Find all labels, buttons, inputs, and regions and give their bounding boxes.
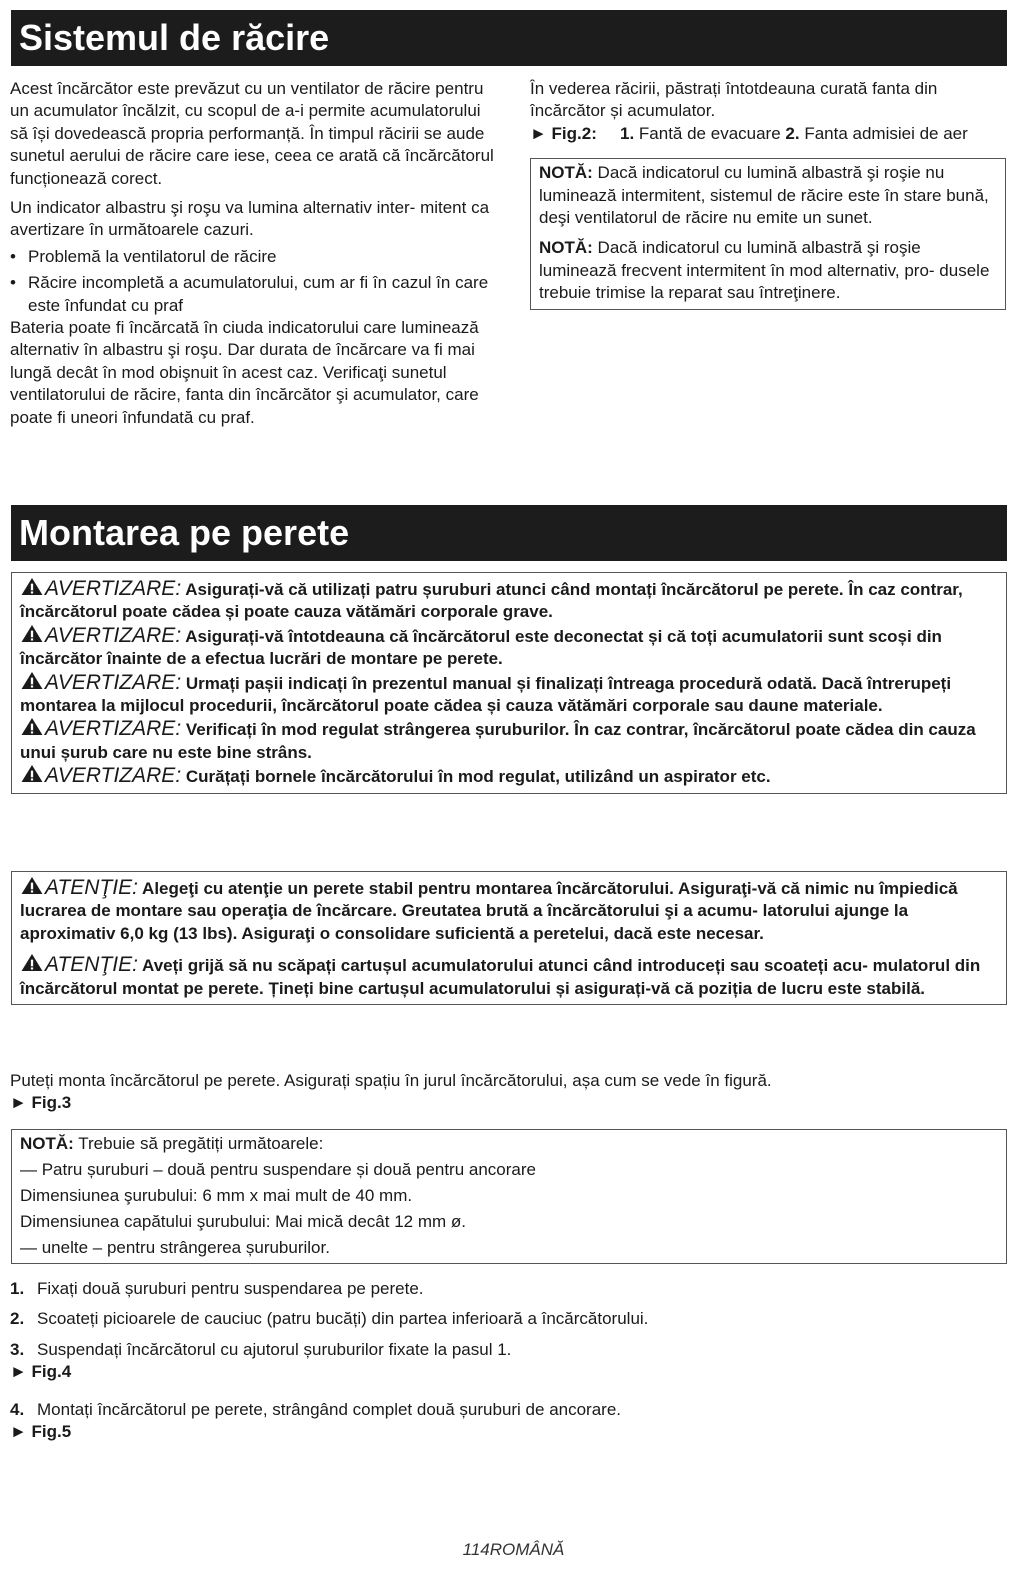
footer-language: ROMÂNĂ xyxy=(489,1540,565,1559)
cooling-right-paragraph: În vederea răcirii, păstrați întotdeauna curată fanta din încărcător și acumulator. xyxy=(530,79,938,121)
note-line: Dimensiunea capătului şurubului: Mai mică decât 12 mm ø. xyxy=(20,1212,466,1231)
caution-item xyxy=(20,953,998,1000)
step-item xyxy=(10,1399,1010,1421)
caution-item xyxy=(20,876,998,945)
caution-label: ATENŢIE: xyxy=(45,953,138,977)
figure-3-reference: ► Fig.3 xyxy=(10,1093,72,1113)
warning-triangle-icon xyxy=(20,624,44,643)
figure-4-reference: ► Fig.4 xyxy=(10,1362,72,1382)
wall-mount-intro xyxy=(10,1070,1010,1115)
bullet-item xyxy=(10,246,500,268)
caution-label: ATENŢIE: xyxy=(45,876,138,899)
cooling-paragraph-2: Un indicator albastru şi roşu va lumina alternativ inter- mitent ca avertizare în următoarele cazuri. xyxy=(10,198,490,240)
note-label: NOTĂ: xyxy=(539,238,593,258)
step-number: 3. xyxy=(10,1339,25,1359)
note-text: Trebuie să pregătiți următoarele: xyxy=(73,1134,324,1153)
caution-text: Alegeţi cu atenţie un perete stabil pentru montarea încărcătorului. Asiguraţi-vă că nimic nu împiedică lucrarea de montare sau operaţia de încărcare. Greutatea brută a încărcătorului şi a acumu- latorului ajunge la aproximativ 6,0 kg (13 lbs). Asiguraţi o consolidare suficientă a peretelui, dacă este necesar. xyxy=(20,879,958,943)
warning-item xyxy=(20,624,998,671)
warning-triangle-icon xyxy=(20,876,44,895)
cooling-note-box xyxy=(530,158,1006,309)
note-label: NOTĂ: xyxy=(539,163,593,183)
caption-number: 1. xyxy=(620,123,635,143)
warning-item xyxy=(20,717,998,764)
figure-2-reference xyxy=(530,123,1006,145)
warning-text: Asigurați-vă că utilizați patru șuruburi atunci când montați încărcătorul pe perete. În caz contrar, încărcătorul poate cădea și poate cauza vătămări corporale grave. xyxy=(20,580,963,622)
page-number: 114 xyxy=(462,1540,490,1559)
section-title-text: Montarea pe perete xyxy=(19,512,350,553)
note-item xyxy=(539,162,997,229)
note-line: — unelte – pentru strângerea șuruburilor. xyxy=(20,1238,330,1257)
cautions-box xyxy=(11,871,1007,1005)
note-line: Dimensiunea şurubului: 6 mm x mai mult de 40 mm. xyxy=(20,1186,413,1205)
warnings-box xyxy=(11,572,1007,794)
caution-text: Aveți grijă să nu scăpați cartușul acumulatorului atunci când introduceți sau scoateți acu- mulatorul din încărcătorul montat pe perete. Țineți bine cartușul acumulatorului și asigurați-vă că poziția de lucru este stabilă. xyxy=(20,956,981,998)
note-item xyxy=(539,237,997,304)
steps-list xyxy=(10,1278,1010,1443)
cooling-paragraph-3: Bateria poate fi încărcată în ciuda indicatorului care luminează alternativ în albastru şi roşu. Dar durata de încărcare va fi mai lungă decât în mod obişnuit în acest caz. Verificaţi sunetul ventilatorului de răcire, fanta din încărcător şi acumulator, care poate fi uneori înfundată cu praf. xyxy=(10,318,479,427)
caption-text: Fanta admisiei de aer xyxy=(799,123,968,143)
step-text: Fixați două șuruburi pentru suspendarea pe perete. xyxy=(37,1279,424,1298)
section-title-cooling xyxy=(11,10,1007,66)
bullet-dot: • xyxy=(10,273,16,293)
warning-triangle-icon xyxy=(20,577,44,596)
caption-number: 2. xyxy=(785,123,800,143)
warning-label: AVERTIZARE: xyxy=(45,717,182,741)
warning-label: AVERTIZARE: xyxy=(45,764,182,788)
cooling-paragraph-1: Acest încărcător este prevăzut cu un ventilator de răcire pentru un acumulator încălzit, cu scopul de a-i permite acumulatorului să își dovedească propria performanță. În timpul răcirii se aude sunetul aerului de răcire care iese, ceea ce arată că încărcătorul funcționează corect. xyxy=(10,79,494,188)
step-text: Montați încărcătorul pe perete, strângând complet două șuruburi de ancorare. xyxy=(37,1399,622,1419)
warning-text: Urmați pașii indicați în prezentul manual și finalizați întreaga procedură odată. Dacă întrerupeți montarea la mijlocul procedurii, încărcătorul poate cădea și cauza vătămări corporale sau daune materiale. xyxy=(20,673,952,716)
bullet-text: Problemă la ventilatorul de răcire xyxy=(28,246,277,266)
bullet-text: Răcire incompletă a acumulatorului, cum ar fi în cazul în care este înfundat cu praf xyxy=(28,273,489,315)
warning-triangle-icon xyxy=(20,717,44,736)
warning-text: Curățați bornele încărcătorului în mod regulat, utilizând un aspirator etc. xyxy=(181,767,771,787)
intro-text: Puteți monta încărcătorul pe perete. Asigurați spațiu în jurul încărcătorului, așa cum se vede în figură. xyxy=(10,1071,772,1090)
step-item xyxy=(10,1308,1010,1330)
warning-item xyxy=(20,577,998,624)
step-text: Suspendați încărcătorul cu ajutorul șuruburilor fixate la pasul 1. xyxy=(37,1339,512,1359)
bullet-dot: • xyxy=(10,246,16,266)
warning-label: AVERTIZARE: xyxy=(45,577,182,600)
step-item xyxy=(10,1339,1010,1361)
step-number: 1. xyxy=(10,1279,25,1298)
caption-text: Fantă de evacuare xyxy=(634,123,786,143)
step-number: 2. xyxy=(10,1309,25,1329)
note-line: — Patru șuruburi – două pentru suspendare și două pentru ancorare xyxy=(20,1160,536,1179)
cooling-left-column xyxy=(10,78,500,429)
warning-label: AVERTIZARE: xyxy=(45,623,182,647)
cooling-right-column xyxy=(530,78,1006,310)
preparation-note-box xyxy=(11,1129,1007,1264)
bullet-item xyxy=(10,272,500,317)
note-heading xyxy=(20,1131,998,1157)
warning-triangle-icon xyxy=(20,671,44,690)
step-text: Scoateți picioarele de cauciuc (patru bucăți) din partea inferioară a încărcătorului. xyxy=(37,1309,649,1329)
note-text: Dacă indicatorul cu lumină albastră şi roşie luminează frecvent intermitent în mod alternativ, pro- dusele trebuie trimise la reparat sau întreţinere. xyxy=(539,238,990,303)
step-number: 4. xyxy=(10,1399,25,1419)
figure-2-caption xyxy=(620,123,1006,145)
section-title-text: Sistemul de răcire xyxy=(19,17,330,58)
warning-item xyxy=(20,671,998,718)
warning-text: Asigurați-vă întotdeauna că încărcătorul este deconectat și că toți acumulatorii sunt scoși din încărcător înainte de a efectua lucrări de montare pe perete. xyxy=(20,626,942,669)
figure-2-label: ► Fig.2: xyxy=(530,123,597,143)
page-footer xyxy=(0,1540,1027,1560)
note-label: NOTĂ: xyxy=(20,1134,74,1153)
section-title-wall-mount xyxy=(11,505,1007,561)
warning-text: Verificați în mod regulat strângerea șuruburilor. În caz contrar, încărcătorul poate cădea din cauza unui șurub care nu este bine strâns. xyxy=(20,720,976,762)
warning-item xyxy=(20,764,998,788)
figure-5-reference: ► Fig.5 xyxy=(10,1422,72,1442)
warning-triangle-icon xyxy=(20,764,44,783)
step-item xyxy=(10,1278,1010,1300)
warning-triangle-icon xyxy=(20,953,44,972)
note-text: Dacă indicatorul cu lumină albastră şi roşie nu luminează intermitent, sistemul de răcire este în stare bună, deşi ventilatorul de răcire nu emite un sunet. xyxy=(539,163,989,228)
warning-label: AVERTIZARE: xyxy=(45,670,182,694)
